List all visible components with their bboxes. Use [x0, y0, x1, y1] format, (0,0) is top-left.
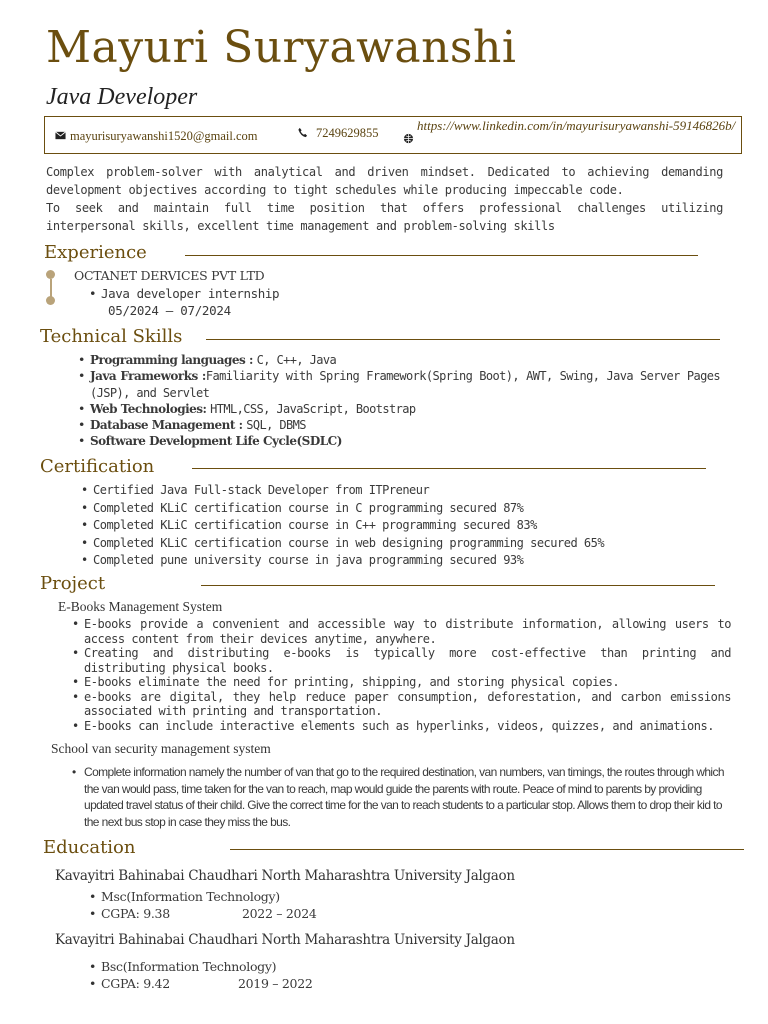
list-item: • E-books can include interactive elements such as hyperlinks, videos, quizzes, and animations.	[84, 719, 731, 734]
contact-box	[44, 116, 742, 154]
skill-key: Software Development Life Cycle(SDLC)	[90, 434, 342, 449]
phone-text: 7249629855	[316, 126, 379, 140]
candidate-name: Mayuri Suryawanshi	[46, 22, 517, 73]
section-divider	[201, 585, 715, 586]
cgpa: CGPA: 9.42	[101, 976, 170, 991]
list-item: • Msc(Information Technology)	[101, 888, 280, 905]
list-item: • Certified Java Full-stack Developer from ITPreneur	[93, 482, 604, 500]
envelope-icon	[55, 130, 66, 141]
skill-key: Database Management :	[90, 418, 247, 433]
list-item	[90, 417, 720, 433]
project-title: E-Books Management System	[58, 599, 223, 614]
list-item	[90, 401, 720, 417]
phone-contact[interactable]	[297, 126, 379, 141]
skill-value: HTML,CSS, JavaScript, Bootstrap	[210, 401, 416, 416]
list-item: • E-books eliminate the need for printing, shipping, and storing physical copies.	[84, 675, 731, 690]
experience-heading: Experience	[44, 242, 147, 263]
summary-paragraph: To seek and maintain full time position that offers professional challenges utilizing interpersonal skills, excellent time management and problem-solving skills	[46, 201, 723, 233]
job-title: Java Developer	[46, 84, 198, 110]
skills-heading: Technical Skills	[40, 326, 183, 347]
list-item: • Completed KLiC certification course in C programming secured 87%	[93, 500, 604, 518]
cgpa: CGPA: 9.38	[101, 906, 170, 921]
university-name: Kavayitri Bahinabai Chaudhari North Maharashtra University Jalgaon	[55, 868, 515, 884]
list-item: • Java developer internship	[101, 286, 279, 302]
skill-key: Programming languages :	[90, 353, 257, 367]
project-list	[84, 764, 731, 830]
list-item: • Completed pune university course in java programming secured 93%	[93, 552, 604, 570]
list-item: • Completed KLiC certification course in web designing programming secured 65%	[93, 535, 604, 553]
email-text: mayurisuryawanshi1520@gmail.com	[70, 129, 258, 143]
list-item	[90, 368, 720, 401]
summary	[46, 163, 723, 235]
linkedin-url: https://www.linkedin.com/in/mayurisuryawanshi-59146826b/	[417, 118, 736, 133]
project-title: School van security management system	[51, 741, 271, 756]
phone-icon	[297, 127, 308, 138]
project-heading: Project	[40, 573, 106, 594]
email-contact[interactable]	[55, 129, 258, 144]
education-heading: Education	[43, 837, 136, 858]
list-item: • Creating and distributing e-books is typically more cost-effective than printing and distributing physical books.	[84, 646, 731, 675]
timeline-line	[50, 279, 52, 297]
list-item	[90, 433, 720, 449]
experience-list	[101, 286, 279, 302]
skill-value: C, C++, Java	[256, 353, 337, 367]
education-list	[101, 958, 313, 992]
summary-paragraph: Complex problem-solver with analytical and driven mindset. Dedicated to achieving demanding development objectives according to tight schedules while producing impeccable code.	[46, 165, 723, 197]
education-years: 2022 – 2024	[242, 906, 317, 921]
list-item: • E-books provide a convenient and accessible way to distribute information, allowing users to access content from their devices anytime, anywhere.	[84, 617, 731, 646]
certification-heading: Certification	[40, 456, 155, 477]
list-item: • Bsc(Information Technology)	[101, 958, 276, 975]
section-divider	[206, 339, 720, 340]
skill-key: Java Frameworks :	[90, 369, 206, 384]
skill-value: SQL, DBMS	[246, 418, 306, 433]
education-years: 2019 – 2022	[238, 976, 313, 991]
section-divider	[230, 849, 744, 850]
timeline-dot	[46, 296, 55, 305]
timeline-dot	[46, 270, 55, 279]
section-divider	[192, 468, 706, 469]
list-item	[101, 975, 313, 992]
skill-key: Web Technologies:	[90, 401, 211, 416]
experience-dates: 05/2024 – 07/2024	[108, 303, 231, 318]
list-item: • e-books are digital, they help reduce paper consumption, deforestation, and carbon emissions associated with printing and transportation.	[84, 690, 731, 719]
project-list	[84, 617, 731, 733]
skills-list	[90, 352, 720, 450]
section-divider	[185, 255, 698, 256]
university-name: Kavayitri Bahinabai Chaudhari North Maharashtra University Jalgaon	[55, 932, 515, 948]
list-item	[101, 905, 317, 922]
company-name: OCTANET DERVICES PVT LTD	[74, 268, 265, 283]
education-list	[101, 888, 317, 922]
list-item: • Completed KLiC certification course in C++ programming secured 83%	[93, 517, 604, 535]
list-item	[90, 352, 720, 368]
skill-value: Familiarity with Spring Framework(Spring Boot), AWT, Swing, Java Server Pages (JSP), and Servlet	[90, 369, 720, 400]
certification-list	[93, 482, 604, 570]
globe-icon	[403, 133, 414, 144]
list-item: • Complete information namely the number of van that go to the required destination, van numbers, van timings, the routes through which the van would pass, time taken for the van to reach, map would guide the parents with route. Peace of mind to parents by providing updated travel status of their child. Give the correct time for the van to reach students to a particular stop. Allows them to drop their kid to the next bus stop in case they miss the bus.	[84, 764, 731, 830]
